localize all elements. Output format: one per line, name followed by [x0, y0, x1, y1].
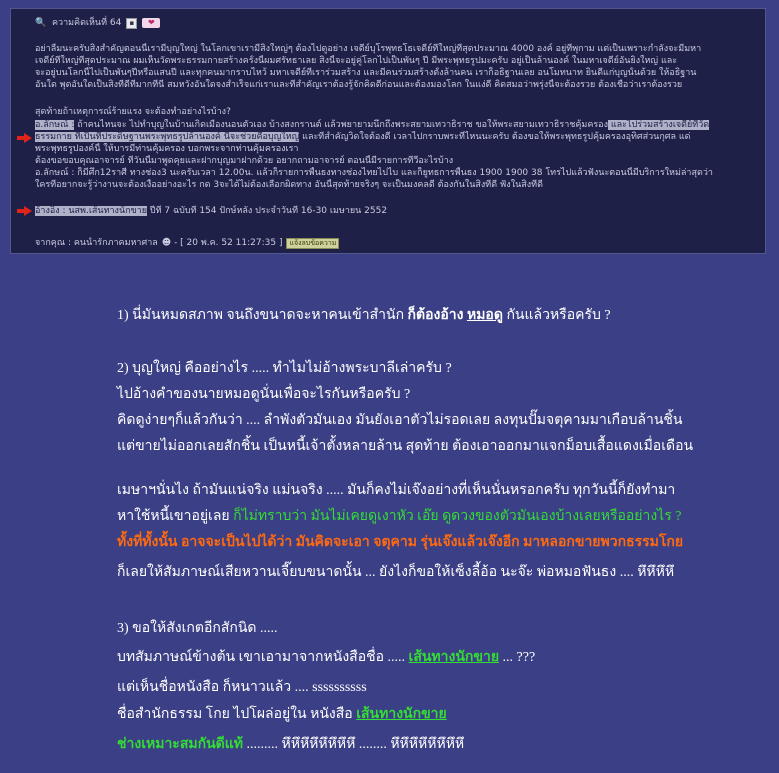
q3-line3: แต่เห็นชื่อหนังสือ ก็หนาวแล้ว .... ssssssssss [117, 680, 367, 695]
q3-line4-pre: ชื่อสำนักธรรม โกย ไปโผล่อยู่ใน หนังสือ [117, 707, 357, 722]
shot-para2-intro: สุดท้ายถ้าเหตุการณ์ร้ายแรง จะต้องทำอย่างไรบ้าง? [35, 107, 231, 117]
shot-para1-line1: อย่าลืมนะครับสิ่งสำคัญตอนนี้เรามีบุญใหญ่ ในโลกเขาเรามีสิ่งใหญ่ๆ ต้องไปดูอย่าง เจดีย์บุโรพุทธโธเจดีย์ที่ใหญ่ที่สุดประมาณ 4000 องค์ อยู่ที่พุกาม แต่เป็นเพราะกำลังจะมีมหา [35, 44, 702, 54]
q2-line6-green: ก็ไม่ทราบว่า มันไม่เคยดูเงาหัว เอ๊ย ดูดวงของตัวมันเองบ้างเลยหรืออย่างไร ? [233, 509, 682, 524]
magnifier-icon: 🔍 [35, 18, 47, 28]
q3-line5 [117, 736, 464, 754]
line1-highlight: และไปร่วมสร้างเจดีย์ที่วัด [607, 120, 710, 130]
red-arrow-icon [17, 133, 32, 143]
shot-para2-line5: อ.ลักษณ์ : ก็มีศึก12ราศี ทางช่อง3 นะครับเวลา 12.00น. แล้วก็รายการพื้นธงทางช่องไทยไปไบ และก็ยูทธการพื้นธง 1900 1900 38 โทรไปแล้วฟังนะตอนนี้มีบริการใหม่ล่าสุดว่า [35, 168, 713, 178]
shot-para2-line1 [35, 119, 757, 131]
shot-para1-line3: จะอยู่บนโลกนี้ไปเป็นพันๆปีหรือแสนปี และทุกคนมากราบไหว้ มหาเจดีย์ที่เราร่วมสร้าง และมีคนร่วมสร้างตั้งล้านคน เราก็อธิฐานเลย อนโมทนาท ยินดีแก่บุญนั้นด้วย ให้อธิฐาน [35, 68, 697, 78]
reference-rest: ปีที่ 7 ฉบับที่ 154 ปักษ์หลัง ประจำวันที่ 16-30 เมษายน 2552 [147, 206, 388, 216]
red-arrow-icon [17, 206, 32, 216]
q2-line6-pre: หาใช้หนี้เขาอยู่เลย [117, 509, 234, 524]
q3-line2 [117, 649, 535, 667]
q3-line2-post: ... ??? [499, 650, 536, 665]
q2-line1: 2) บุญใหญ่ คืออย่างไร ..... ทำไมไม่อ้างพระบาลีเล่าครับ ? [117, 361, 452, 376]
book-link[interactable]: เส้นทางนักขาย [408, 650, 500, 665]
q2-line2: ไปอ้างคำของนายหมอดูนั่นเพื่อจะไรกันหรือครับ ? [117, 387, 411, 402]
love-icon: ❤ [142, 18, 160, 28]
q2-line3: คิดดูง่ายๆก็แล้วกันว่า .... ลำพังตัวมันเอง มันยังเอาตัวไม่รอดเลย ลงทุนปั๊มจตุคามมาเกือบล้านชิ้น [117, 413, 683, 428]
footer-date: ☻ - [ 20 พ.ค. 52 11:27:35 ] [161, 238, 283, 248]
line1-mid: ถ้าคนไหนจะ ไปทำบุญในบ้านเกิดเมืองนอนตัวเอง บ้างสงกรานต์ แล้วพยายามนึกถึงพระสยามเทวาธิราช ขอให้พระสยามเทวาธิราชคุ้มครอง [74, 120, 608, 130]
line2-rest: และที่สำคัญวิดใจต้องดี เวลาไปกราบพระที่ไหนนะครับ ต้องขอให้พระพุทธรูปคุ้มครองอุทิศส่วนกุศล แด่ [299, 132, 691, 142]
q1-line [117, 307, 611, 325]
square-icon: ▪ [126, 18, 137, 29]
q2-line8: ก็เลยให้สัมภาษณ์เสียหวานเจี๊ยบขนาดนั้น ... ยังไงก็ขอให้เซ็งลี้อ้อ นะจ๊ะ พ่อหมอฟันธง .... หึหึหึหึ [117, 565, 675, 580]
q3-line5-post: ......... หึหึหึหึหึหึหึหึ ........ หึหึหึหึหึหึหึหึ [243, 737, 465, 752]
q1-pre: 1) นี่มันหมดสภาพ จนถึงขนาดจะหาคนเข้าสำนัก [117, 308, 408, 323]
q3-line1: 3) ขอให้สังเกตอีกสักนิด ..... [117, 621, 278, 636]
quoted-screenshot [10, 8, 766, 254]
shot-para2-line6: ใครที่อยากจะรู้ว่างานจะต้องเงื้ออย่างอะไร กด 3จะได้ไม่ต้องเลือกผิดทาง อันนี้สุดท้ายจริงๆ จะเป็นมงคลดี ต้องกันในสิ่งที่ดี ฟังในสิ่งที่ดี [35, 180, 543, 190]
q3-line2-pre: บทสัมภาษณ์ข้างต้น เขาเอามาจากหนังสือชื่อ ..... [117, 650, 409, 665]
q1-bold: ก็ต้องอ้าง [407, 308, 467, 323]
shot-para1-line2: เจดีย์ที่ใหญ่ที่สุดประมาณ ผมเห็นวัดพระธรรมกายสร้างครั้งนี้ผมศรัทธาเลย สิ่งนี้จะอยู่คู่โลกไปเป็นพันๆ ปี มีพระพุทธรูปมะครับ อยู่เป็นล้านองค์ ในมหาเจดีย์อันยิ่งใหญ่ และ [35, 56, 678, 66]
q3-line5-green: ช่างเหมาะสมกันดีแท้ [117, 737, 243, 752]
report-badge[interactable]: แจ้งลบข้อความ [286, 238, 339, 249]
shot-para1-line4: อันใด พุดอันใดเป็นสิ่งที่ดีที่มากที่นี่ สมหวังอันใดจงสำเร็จแก่เราและที่สำคัญเราต้องรู้จักคิดดีก่อนและต้องมองโลก ในแง่ดี คิดสมอว่าพรุ่งนี้จะต้องรวย ต้องเชื่อว่าเราต้องรวย [35, 80, 683, 90]
shot-para2-line2 [35, 131, 757, 143]
q2-line7-orange: ทั้งที่ทั้งนั้น อาจจะเป็นไปได้ว่า มันคิดจะเอา จตุคาม รุ่นเจ๊งแล้วเจ๊งอีก มาหลอกขายพวกธรรมโกย [117, 535, 684, 550]
q2-line5: เมษาฯนั่นไง ถ้ามันแน่จริง แม่นจริง ..... มันก็คงไม่เจ๊งอย่างที่เห็นนั่นหรอกครับ ทุกวันนี้ก็ยังทำมา [117, 483, 676, 498]
q3-line4 [117, 706, 447, 724]
shot-para2-line4: ต้องขอขอบคุณอาจารย์ ที่วันนี้มาพูดคุยและฝากบุญมาฝากด้วย อยากถามอาจารย์ ตอนนี้มีรายการทีวีอะไรบ้าง [35, 156, 454, 166]
footer-from: จากคุณ : คนนำรักภาคมหาศาล [35, 238, 158, 248]
q2-line4: แต่ขายไม่ออกเลยสักชิ้น เป็นหนี้เจ้าตั้งหลายล้าน สุดท้าย ต้องเอาออกมาแจกม็อบเสื้อแดงเมื่อเดือน [117, 439, 694, 454]
q1-post: กันแล้วหรือครับ ? [502, 308, 611, 323]
q2-line6 [117, 508, 681, 526]
speaker-label: อ.ลักษณ์ : [35, 120, 75, 130]
shot-para2-line3: พระพุทธรูปองค์นี้ ให้บารมีท่านคุ้มครอง บอกพระจากท่านคุ้มครองเรา [35, 144, 299, 154]
reference-label: อ้างอิง : [35, 206, 66, 216]
comment-label: ความคิดเห็นที่ 64 [52, 18, 122, 28]
shot-reference [35, 205, 757, 217]
comment-header [35, 17, 160, 29]
line2-highlight: ธรรมกาย ที่เป็นที่ประดิษฐานพระพุทธรูปล้านองค์ นี่จะช่วยคือบุญใหญ่ [35, 132, 300, 142]
reference-highlight: นสพ.เส้นทางนักขาย [65, 206, 148, 216]
comment-footer [35, 237, 339, 249]
q1-bold-underline: หมอดู [466, 308, 503, 323]
book-link[interactable]: เส้นทางนักขาย [356, 707, 447, 722]
